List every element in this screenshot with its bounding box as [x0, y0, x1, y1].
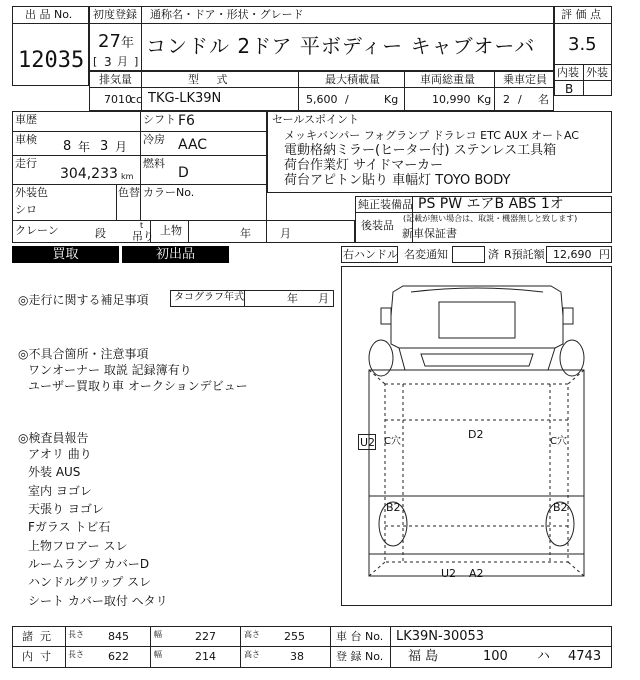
inspection-year-unit: 年: [78, 140, 91, 154]
inspection-month: 3: [100, 139, 109, 154]
first-reg-month: 3: [104, 55, 112, 69]
max-load-unit: Kg: [384, 93, 399, 106]
inspector-heading: ◎検査員報告: [18, 431, 89, 445]
inner-dim-label: 内 寸: [22, 650, 51, 663]
type-label: 型 式: [188, 73, 228, 86]
score-value: 3.5: [568, 34, 597, 55]
tachograph-month: 月: [318, 292, 329, 305]
shift-value: F6: [178, 113, 195, 129]
gross-weight-unit: Kg: [477, 93, 492, 106]
type-value: TKG-LK39N: [148, 91, 222, 106]
exterior-color-label: 外装色: [15, 186, 48, 199]
displacement-unit: cc: [130, 93, 143, 106]
score-label: 評 価 点: [561, 8, 601, 21]
aftermarket-note: (記載が無い場合は、取説・機器無しと致します): [403, 214, 578, 223]
color-no-label: カラーNo.: [143, 186, 195, 199]
inspection-month-unit: 月: [115, 140, 128, 154]
factory-equipment-label: 純正装備品: [358, 198, 413, 211]
aircon-value: AAC: [178, 137, 208, 153]
inner-length-label: 長さ: [68, 650, 84, 659]
lot-number: 12035: [18, 48, 85, 73]
model-label: 通称名・ドア・形状・グレード: [150, 8, 304, 21]
sales-point-line-4: 荷台アピトン貼り 車幅灯 TOYO BODY: [284, 173, 511, 188]
shift-label: シフト: [143, 113, 176, 126]
capacity-slash: /: [518, 93, 522, 106]
gross-weight-value: 10,990: [432, 93, 471, 106]
diagram-u2-left: U2: [360, 436, 376, 449]
outer-width-label: 幅: [154, 630, 162, 639]
exterior-color-value: シロ: [15, 203, 37, 216]
capacity-label: 乗車定員: [503, 73, 547, 86]
defects-line-2: ユーザー買取り車 オークションデビュー: [28, 379, 248, 393]
gross-weight-label: 車両総重量: [420, 73, 475, 86]
reg-kana: ハ: [537, 649, 551, 664]
inspection-year: 8: [63, 139, 72, 154]
sales-point-line-1: メッキバンパー フォグランプ ドラレコ ETC AUX オートAC: [284, 129, 579, 142]
chassis-label: 車 台 No.: [336, 630, 384, 643]
first-reg-year-unit: 年: [121, 36, 135, 51]
outer-length: 845: [108, 630, 129, 643]
bed-year-label: 年: [240, 227, 251, 240]
crane-label: クレーン: [15, 224, 59, 237]
diagram-c-right: C穴: [550, 436, 567, 447]
max-load-value: 5,600: [306, 93, 338, 106]
defects-line-1: ワンオーナー 取説 記録簿有り: [28, 363, 192, 377]
sales-points-label: セールスポイント: [272, 113, 360, 126]
interior-grade: B: [565, 82, 574, 96]
outer-height-label: 高さ: [244, 630, 260, 639]
outer-width: 227: [195, 630, 216, 643]
first-reg-label: 初度登録: [93, 8, 137, 21]
warranty-value: 新車保証書: [402, 227, 457, 240]
name-change-label: 名変通知: [404, 248, 448, 261]
inspector-line-6: 上物フロアー スレ: [28, 539, 128, 553]
outer-height: 255: [284, 630, 305, 643]
dimensions-box: [12, 626, 612, 668]
aircon-label: 冷房: [143, 133, 165, 146]
model-name: コンドル 2ドア 平ボディー キャブオーバ: [146, 34, 536, 58]
inspector-line-2: 外装 AUS: [28, 465, 81, 479]
defects-heading: ◎不具合箇所・注意事項: [18, 347, 149, 361]
fuel-value: D: [178, 165, 189, 181]
displacement-value: 7010: [104, 93, 132, 106]
color-code-label: 色替: [118, 186, 140, 199]
factory-equipment-value: PS PW エアB ABS 1オ: [418, 196, 564, 212]
diagram-b2-right: B2: [553, 501, 568, 514]
bed-label: 上物: [160, 224, 182, 237]
inspector-line-9: シート カバー取付 ヘタリ: [28, 594, 168, 608]
fuel-label: 燃料: [143, 157, 165, 170]
max-load-label: 最大積載量: [325, 73, 380, 86]
exterior-label: 外装: [586, 66, 608, 79]
inspection-label: 車検: [15, 133, 37, 146]
diagram-u2-bottom: U2: [441, 567, 457, 580]
inspector-line-4: 天張り ヨゴレ: [28, 502, 104, 516]
inspector-line-1: アオリ 曲り: [28, 447, 92, 461]
inner-length: 622: [108, 650, 129, 663]
mileage-label: 走行: [15, 157, 37, 170]
diagram-b2-left: B2: [386, 501, 401, 514]
reg-label: 登 録 No.: [336, 650, 384, 663]
crane-lift-label: 吊り: [132, 230, 154, 243]
inspector-line-8: ハンドルグリップ スレ: [28, 575, 152, 589]
reg-class: 100: [483, 649, 508, 664]
buy-badge: 買取: [12, 246, 119, 263]
inspector-line-5: Fガラス トビ石: [28, 520, 111, 534]
diagram-d2: D2: [468, 428, 484, 441]
displacement-label: 排気量: [99, 73, 132, 86]
sales-point-line-2: 電動格納ミラー(ヒーター付) ステンレス工具箱: [284, 143, 557, 158]
outer-length-label: 長さ: [68, 630, 84, 639]
capacity-unit: 名: [538, 93, 549, 106]
name-change-box: [452, 246, 485, 263]
steering-label: 右ハンドル: [343, 248, 398, 261]
bed-month-label: 月: [280, 227, 291, 240]
inner-height: 38: [290, 650, 304, 663]
diagram-c-left: C穴: [384, 436, 401, 447]
inner-width: 214: [195, 650, 216, 663]
recycle-deposit-label: R預託額: [504, 248, 545, 261]
mileage-unit: km: [121, 172, 134, 181]
reg-region: 福 島: [408, 649, 439, 664]
crane-t-label: t: [140, 221, 144, 230]
interior-label: 内装: [557, 66, 579, 79]
inner-width-label: 幅: [154, 650, 162, 659]
inspector-line-7: ルームランプ カバーD: [28, 557, 150, 571]
first-reg-month-unit: 月: [117, 55, 128, 68]
first-listing-badge: 初出品: [122, 246, 229, 263]
sales-point-line-3: 荷台作業灯 サイドマーカー: [284, 158, 443, 173]
recycle-unit: 円: [599, 248, 610, 261]
history-label: 車歴: [15, 113, 37, 126]
lot-label: 出 品 No.: [25, 8, 73, 21]
tachograph-label: タコグラフ年式: [174, 292, 244, 303]
diagram-a2-bottom: A2: [469, 567, 484, 580]
capacity-value: 2: [503, 93, 510, 106]
max-load-slash: /: [345, 93, 349, 106]
outer-dim-label: 諸 元: [22, 630, 51, 643]
inspector-line-3: 室内 ヨゴレ: [28, 484, 92, 498]
crane-stage-label: 段: [95, 227, 106, 240]
first-reg-year: 27: [98, 31, 121, 52]
chassis-value: LK39N-30053: [396, 629, 485, 644]
recycle-label: 済: [488, 248, 499, 261]
inner-height-label: 高さ: [244, 650, 260, 659]
mileage-value: 304,233: [60, 166, 118, 182]
aftermarket-label: 後装品: [361, 219, 394, 232]
reg-number: 4743: [568, 649, 602, 664]
tachograph-year: 年: [287, 292, 298, 305]
recycle-deposit-value: 12,690: [553, 248, 592, 261]
driving-heading: ◎走行に関する補足事項: [18, 293, 149, 307]
